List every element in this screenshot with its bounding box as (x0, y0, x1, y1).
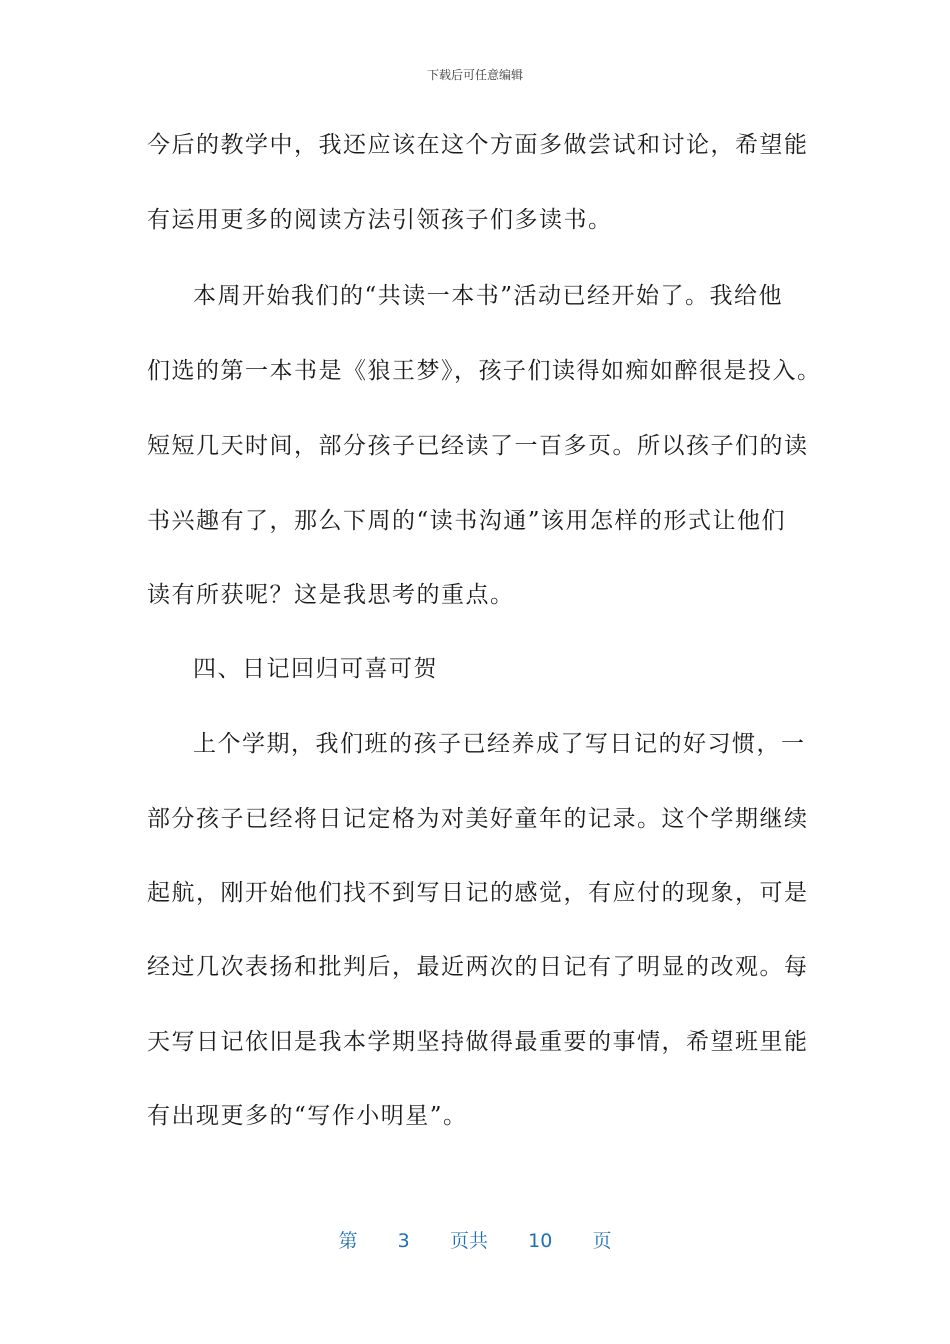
text-line: 短短几天时间，部分孩子已经读了一百多页。所以孩子们的读 (147, 433, 809, 459)
text-line: 起航，刚开始他们找不到写日记的感觉，有应付的现象，可是 (147, 880, 809, 906)
footer-total-pages: 10 (528, 1230, 553, 1252)
text-line: 天写日记依旧是我本学期坚持做得最重要的事情，希望班里能 (147, 1029, 809, 1055)
text-line: 有运用更多的阅读方法引领孩子们多读书。 (147, 207, 613, 233)
footer-current-page: 3 (397, 1230, 410, 1252)
footer-suffix: 页 (592, 1230, 612, 1252)
paragraph-start-line: 上个学期，我们班的孩子已经养成了写日记的好习惯，一 (193, 731, 806, 757)
text-line: 书兴趣有了，那么下周的“读书沟通”该用怎样的形式让他们 (147, 508, 787, 534)
footer-prefix: 第 (338, 1230, 358, 1252)
text-line: 今后的教学中，我还应该在这个方面多做尝试和讨论，希望能 (147, 132, 809, 158)
text-line: 经过几次表扬和批判后，最近两次的日记有了明显的改观。每 (147, 954, 809, 980)
text-line: 部分孩子已经将日记定格为对美好童年的记录。这个学期继续 (147, 806, 809, 832)
header-note: 下载后可任意编辑 (426, 68, 523, 82)
page-footer (0, 1226, 950, 1253)
footer-middle: 页共 (449, 1230, 488, 1252)
section-heading: 四、日记回归可喜可贺 (193, 656, 438, 682)
text-line: 们选的第一本书是《狼王梦》，孩子们读得如痴如醉很是投入。 (147, 358, 822, 384)
text-line: 有出现更多的“写作小明星”。 (147, 1103, 468, 1129)
paragraph-start-line: 本周开始我们的“共读一本书”活动已经开始了。我给他 (193, 283, 784, 309)
text-line: 读有所获呢？这是我思考的重点。 (147, 582, 515, 608)
